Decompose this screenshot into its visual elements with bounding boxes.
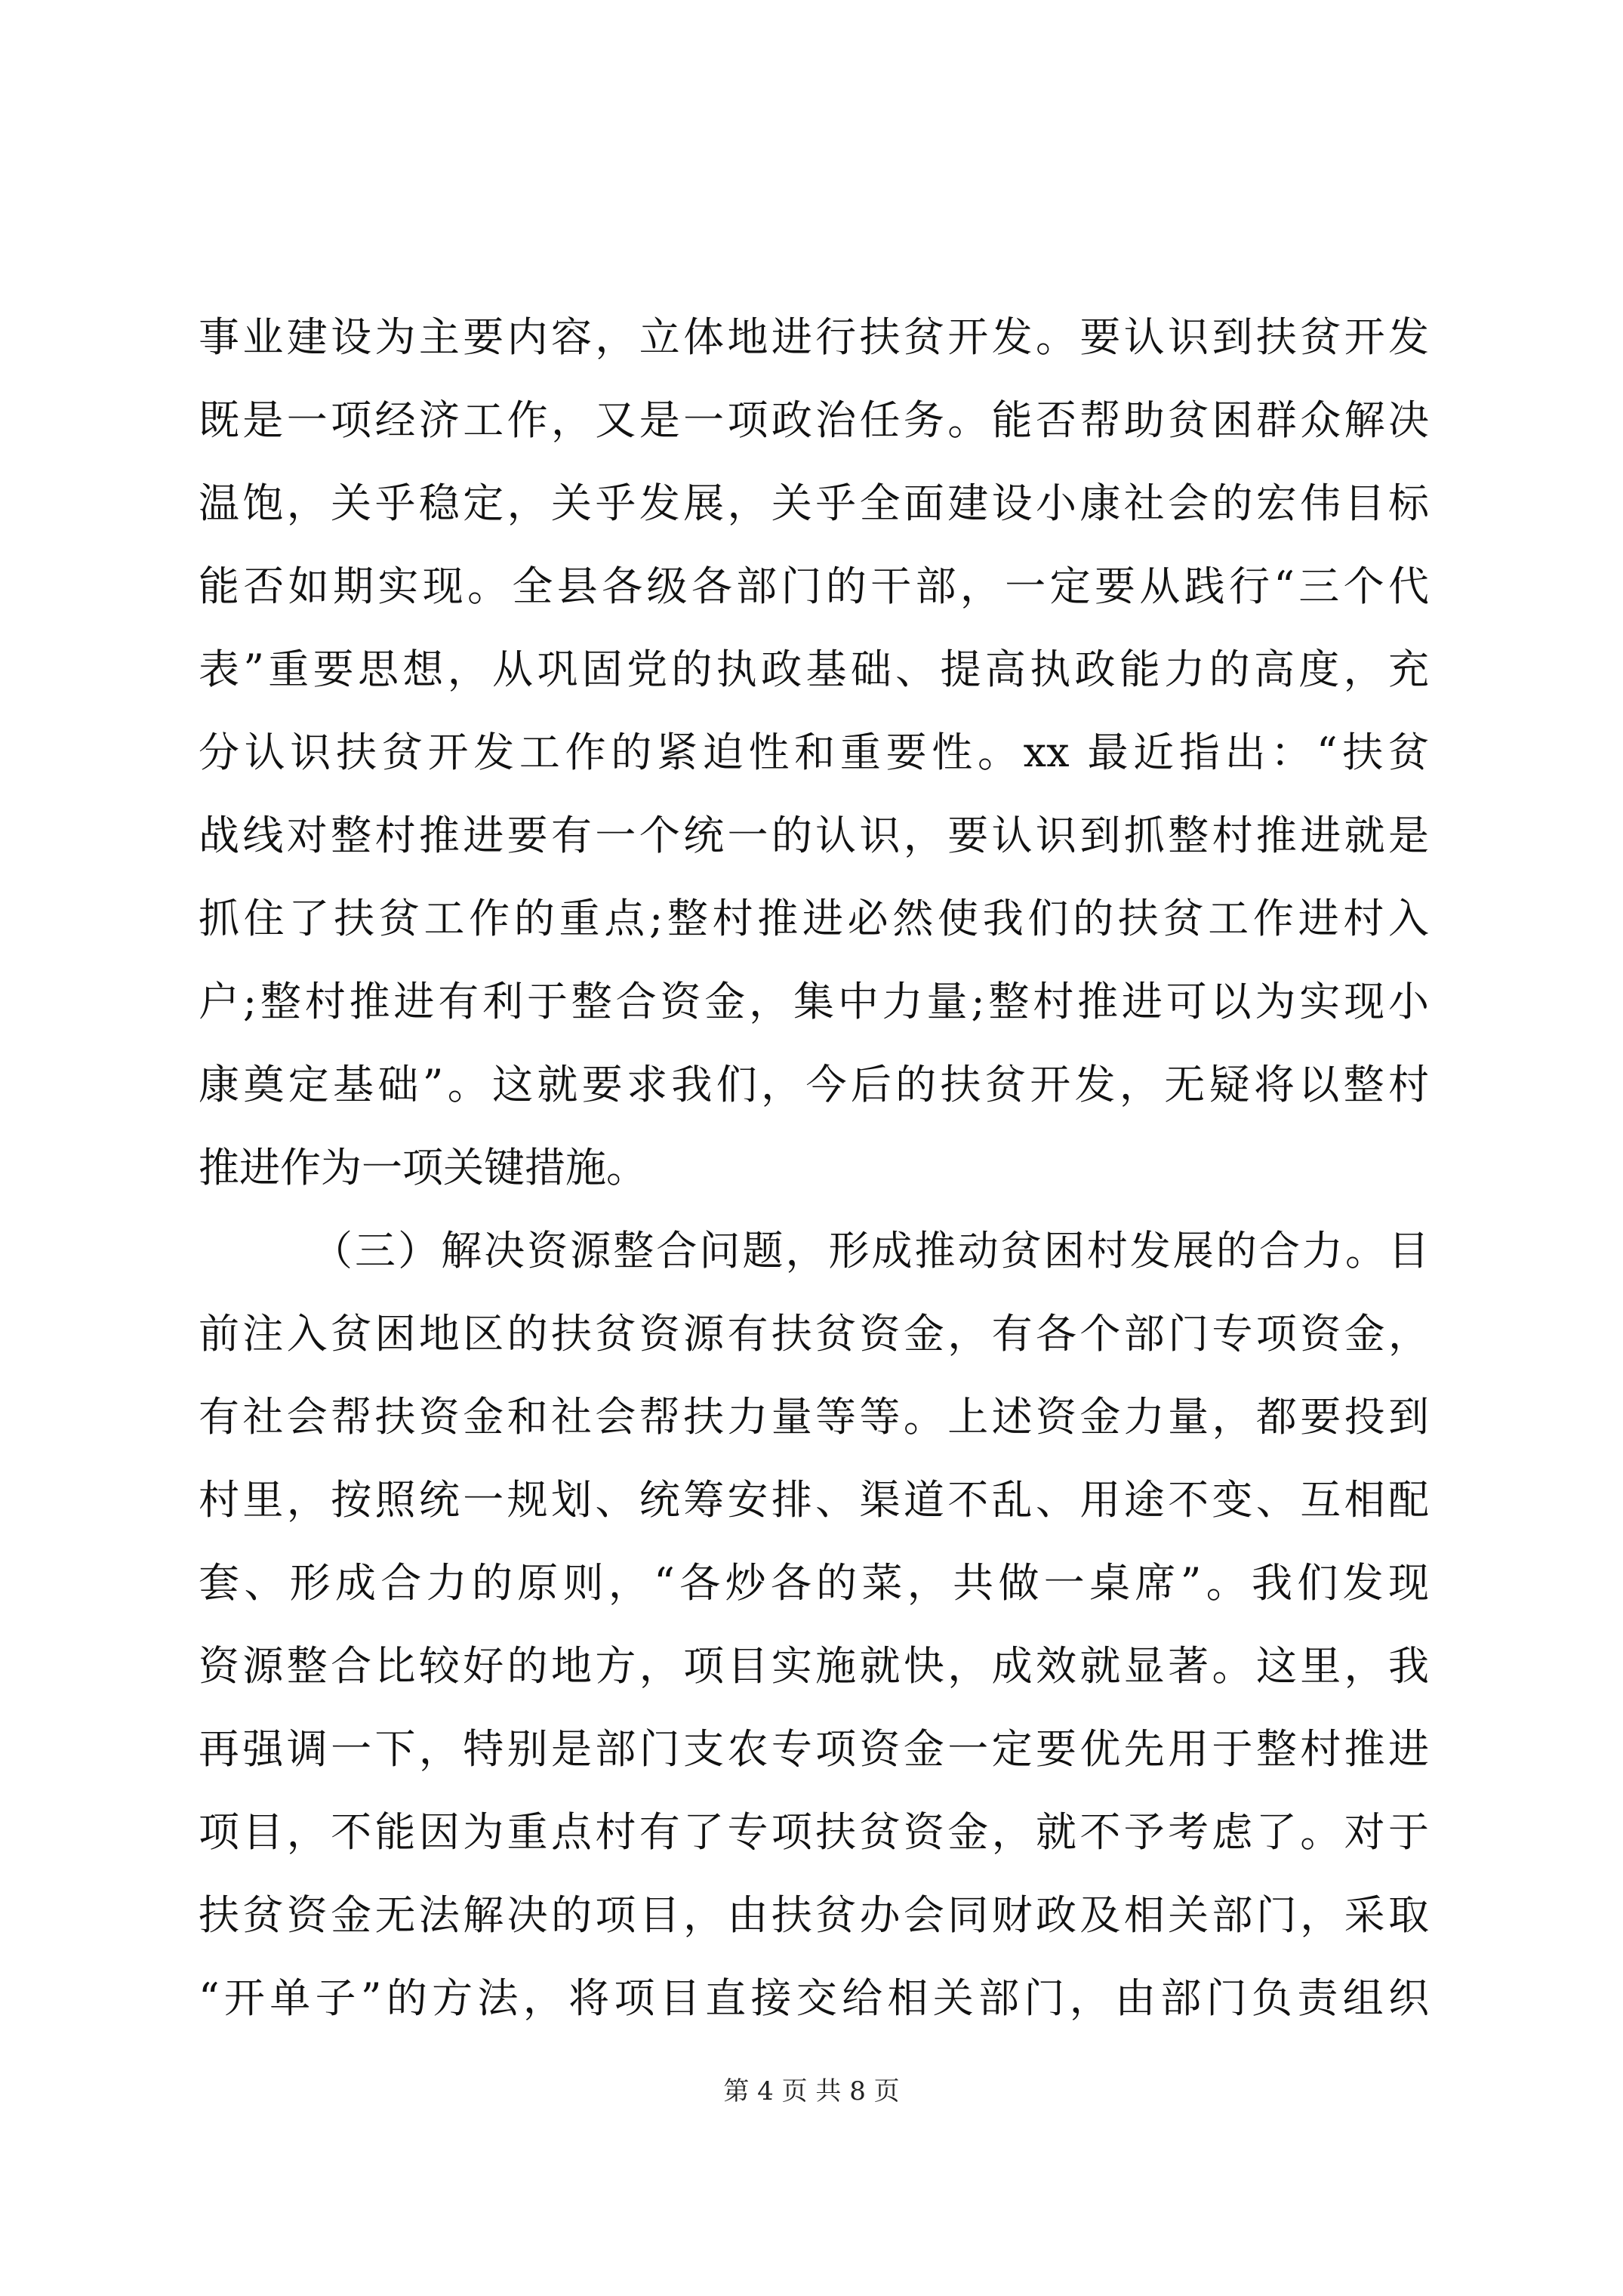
- text-line-6: 分认识扶贫开发工作的紧迫性和重要性。xx 最近指出：“扶贫: [199, 729, 1429, 776]
- text-line-1: 事业建设为主要内容，立体地进行扶贫开发。要认识到扶贫开发: [199, 313, 1429, 361]
- text-line-13: 前注入贫困地区的扶贫资源有扶贫资金，有各个部门专项资金，: [199, 1310, 1429, 1358]
- text-line-7: 战线对整村推进要有一个统一的认识，要认识到抓整村推进就是: [199, 812, 1429, 859]
- text-line-19: 项目，不能因为重点村有了专项扶贫资金，就不予考虑了。对于: [199, 1808, 1429, 1856]
- body-text: [199, 296, 1429, 2040]
- text-line-20: 扶贫资金无法解决的项目，由扶贫办会同财政及相关部门，采取: [199, 1891, 1429, 1939]
- text-line-3: 温饱，关乎稳定，关乎发展，关乎全面建设小康社会的宏伟目标: [199, 479, 1429, 527]
- text-line-18: 再强调一下，特别是部门支农专项资金一定要优先用于整村推进: [199, 1725, 1429, 1773]
- text-line-9: 户;整村推进有利于整合资金，集中力量;整村推进可以为实现小: [199, 978, 1429, 1025]
- text-line-2: 既是一项经济工作，又是一项政治任务。能否帮助贫困群众解决: [199, 396, 1429, 444]
- text-line-17: 资源整合比较好的地方，项目实施就快，成效就显著。这里，我: [199, 1642, 1429, 1690]
- text-line-4: 能否如期实现。全县各级各部门的干部，一定要从践行“三个代: [199, 562, 1429, 610]
- text-line-8: 抓住了扶贫工作的重点;整村推进必然使我们的扶贫工作进村入: [199, 895, 1429, 942]
- page-footer: [0, 2076, 1623, 2106]
- text-line-15: 村里，按照统一规划、统筹安排、渠道不乱、用途不变、互相配: [199, 1476, 1429, 1524]
- text-line-21: “开单子”的方法，将项目直接交给相关部门，由部门负责组织: [199, 1974, 1429, 2022]
- text-line-12: （三）解决资源整合问题，形成推动贫困村发展的合力。目: [312, 1227, 1429, 1274]
- text-line-16: 套、形成合力的原则，“各炒各的菜，共做一桌席”。我们发现: [199, 1559, 1429, 1607]
- text-line-11: 推进作为一项关键措施。: [199, 1144, 647, 1191]
- text-line-10: 康奠定基础”。这就要求我们，今后的扶贫开发，无疑将以整村: [199, 1061, 1429, 1108]
- text-line-5: 表”重要思想，从巩固党的执政基础、提高执政能力的高度，充: [199, 646, 1429, 693]
- page-number-label: 第 4 页 共 8 页: [723, 2076, 900, 2106]
- text-line-14: 有社会帮扶资金和社会帮扶力量等等。上述资金力量，都要投到: [199, 1393, 1429, 1441]
